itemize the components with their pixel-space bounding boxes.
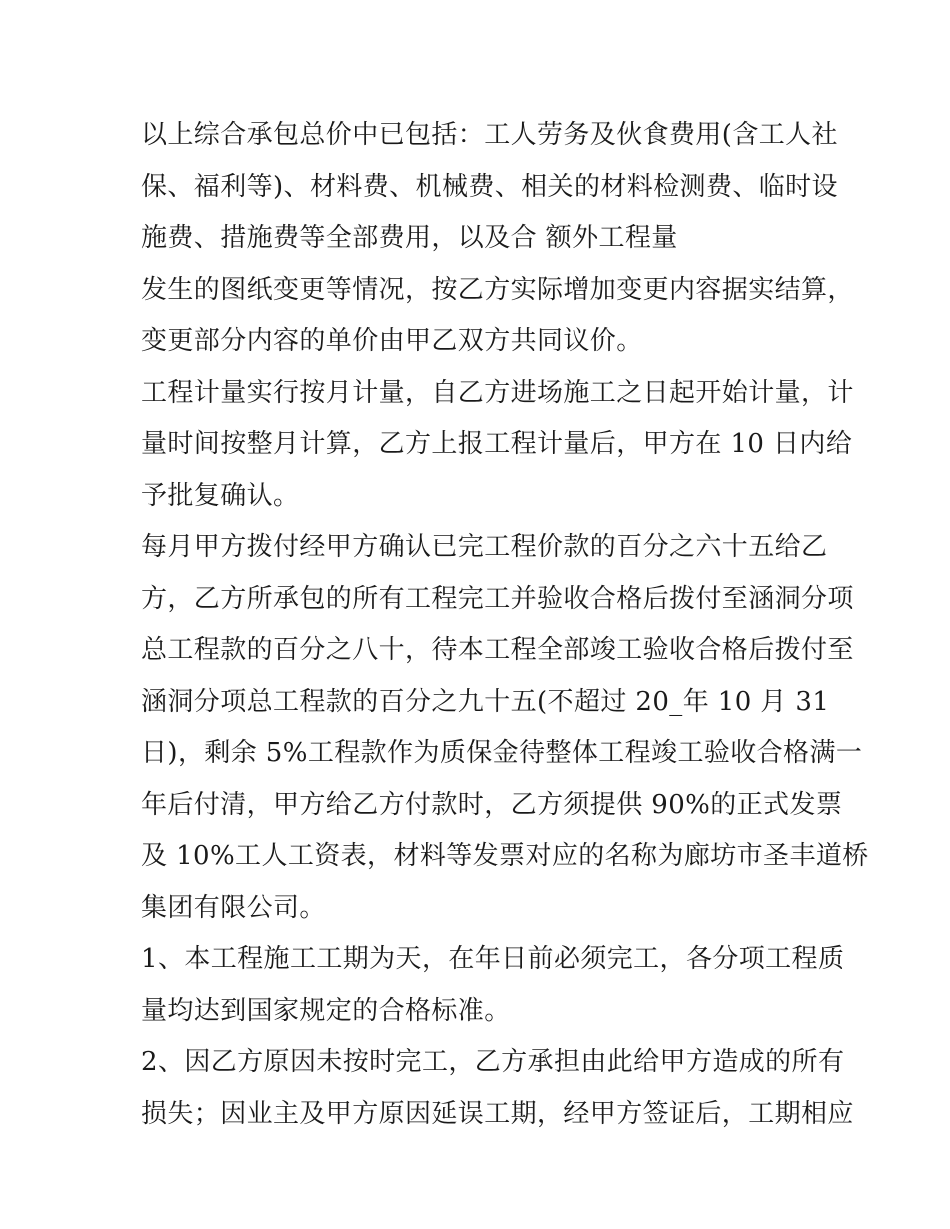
- text-line: 工程计量实行按月计量，自乙方进场施工之日起开始计量，计: [141, 377, 854, 408]
- text-line: 日)，剩余 5%工程款作为质保金待整体工程竣工验收合格满一: [141, 738, 863, 768]
- text-line: 每月甲方拨付经甲方确认已完工程价款的百分之六十五给乙: [141, 532, 828, 562]
- contract-text-body: [141, 110, 869, 1140]
- text-line: 以上综合承包总价中已包括：工人劳务及伙食费用(含工人社: [141, 120, 838, 150]
- text-line: 1、本工程施工工期为天，在年日前必须完工，各分项工程质: [141, 944, 845, 974]
- text-line: 损失；因业主及甲方原因延误工期，经甲方签证后，工期相应: [141, 1098, 854, 1129]
- text-line: 及 10%工人工资表，材料等发票对应的名称为廊坊市圣丰道桥: [141, 841, 869, 871]
- text-line: 方，乙方所承包的所有工程完工并验收合格后拨付至涵洞分项: [141, 583, 854, 614]
- text-line: 施费、措施费等全部费用，以及合 额外工程量: [141, 223, 678, 253]
- text-line: 总工程款的百分之八十，待本工程全部竣工验收合格后拨付至: [141, 635, 854, 665]
- text-line: 保、福利等)、材料费、机械费、相关的材料检测费、临时设: [141, 171, 838, 202]
- text-line: 予批复确认。: [141, 480, 300, 511]
- text-line: 发生的图纸变更等情况，按乙方实际增加变更内容据实结算，: [141, 274, 854, 305]
- text-line: 年后付清，甲方给乙方付款时，乙方须提供 90%的正式发票: [141, 789, 843, 820]
- text-line: 量时间按整月计算，乙方上报工程计量后，甲方在 10 日内给: [141, 429, 853, 459]
- text-line: 涵洞分项总工程款的百分之九十五(不超过 20_年 10 月 31: [141, 686, 830, 717]
- text-line: 变更部分内容的单价由甲乙双方共同议价。: [141, 326, 643, 356]
- text-line: 量均达到国家规定的合格标准。: [141, 995, 511, 1026]
- text-line: 集团有限公司。: [141, 892, 326, 923]
- text-line: 2、因乙方原因未按时完工，乙方承担由此给甲方造成的所有: [141, 1047, 845, 1077]
